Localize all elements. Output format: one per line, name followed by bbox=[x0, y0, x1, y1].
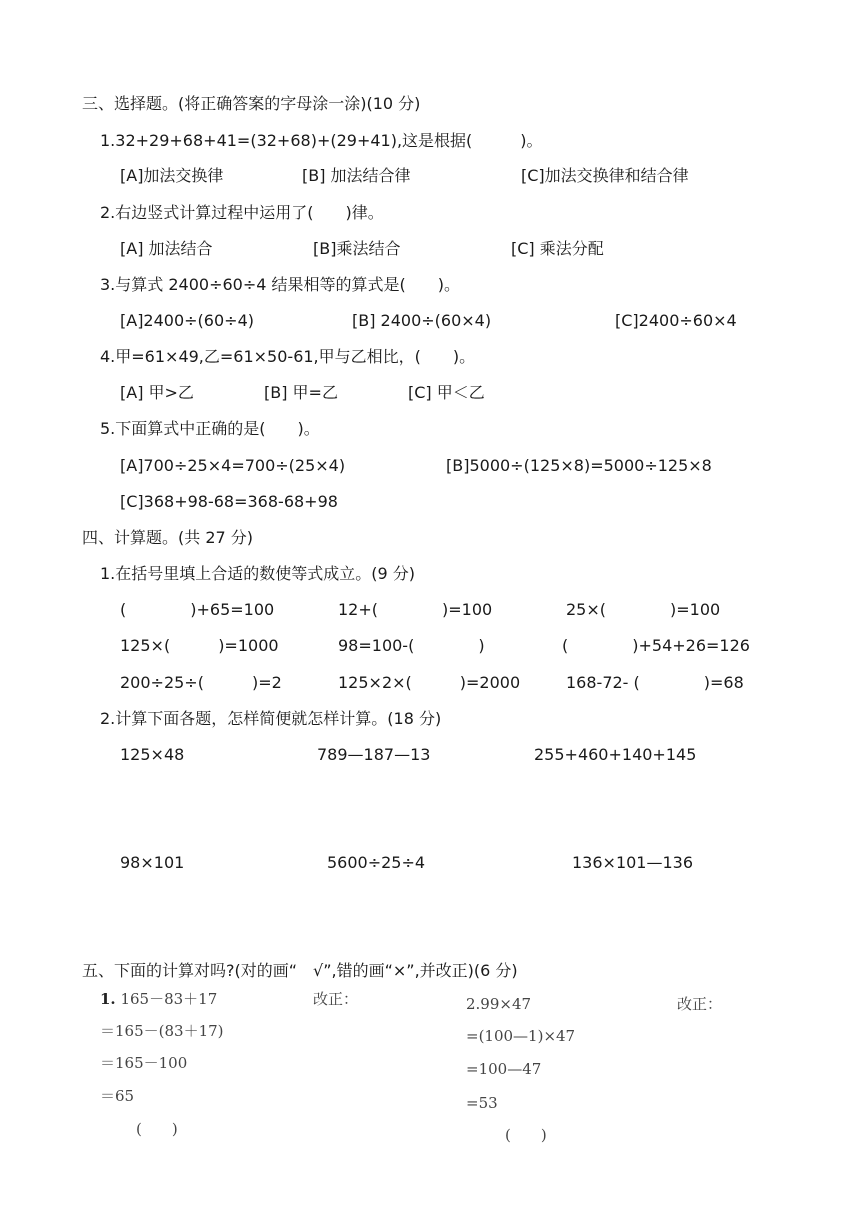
question-2-option-a[interactable]: [A] 加法结合 bbox=[120, 239, 213, 258]
question-3-option-b[interactable]: [B] 2400÷(60×4) bbox=[352, 311, 492, 330]
question-4-option-b[interactable]: [B] 甲=乙 bbox=[264, 383, 338, 402]
right-calc-line-4: =53 bbox=[466, 1094, 498, 1112]
left-calc-line-1 bbox=[100, 992, 217, 1007]
section-3-title: 三、选择题。(将正确答案的字母涂一涂)(10 分) bbox=[82, 94, 421, 113]
question-2-stem: 2.右边竖式计算过程中运用了( )律。 bbox=[100, 203, 384, 222]
part-2-stem: 2.计算下面各题，怎样简便就怎样计算。(18 分) bbox=[100, 709, 442, 728]
question-3-stem: 3.与算式 2400÷60÷4 结果相等的算式是( )。 bbox=[100, 275, 460, 294]
left-calc-line-4: ＝65 bbox=[100, 1087, 135, 1105]
question-4-option-c[interactable]: [C] 甲＜乙 bbox=[408, 383, 485, 402]
fill-blank-item[interactable]: ( )+65=100 bbox=[120, 600, 275, 619]
left-calc-line-3: ＝165－100 bbox=[100, 1054, 188, 1072]
fill-blank-item[interactable]: ( )+54+26=126 bbox=[562, 636, 750, 655]
question-1-option-a[interactable]: [A]加法交换律 bbox=[120, 166, 224, 185]
right-calc-line-1: 2.99×47 bbox=[466, 995, 532, 1013]
left-correction-label: 改正： bbox=[313, 990, 359, 1008]
right-answer-parentheses[interactable]: ( ) bbox=[505, 1126, 547, 1144]
fill-blank-item[interactable]: 12+( )=100 bbox=[338, 600, 493, 619]
calc-item: 125×48 bbox=[120, 745, 185, 764]
calc-item: 98×101 bbox=[120, 853, 185, 872]
right-correction-label: 改正： bbox=[677, 995, 723, 1013]
fill-blank-item[interactable]: 25×( )=100 bbox=[566, 600, 721, 619]
question-5-stem: 5.下面算式中正确的是( )。 bbox=[100, 419, 320, 438]
section-5-title: 五、下面的计算对吗?(对的画“ √”,错的画“×”,并改正)(6 分) bbox=[82, 961, 518, 980]
question-5-option-c[interactable]: [C]368+98-68=368-68+98 bbox=[120, 492, 338, 511]
calc-item: 789—187—13 bbox=[317, 745, 431, 764]
left-calc-line-2: ＝165－(83＋17) bbox=[100, 1022, 224, 1040]
fill-blank-item[interactable]: 98=100-( ) bbox=[338, 636, 485, 655]
fill-blank-item[interactable]: 200÷25÷( )=2 bbox=[120, 673, 282, 692]
question-2-option-b[interactable]: [B]乘法结合 bbox=[313, 239, 401, 258]
fill-blank-item[interactable]: 125×( )=1000 bbox=[120, 636, 279, 655]
fill-blank-item[interactable]: 168-72- ( )=68 bbox=[566, 673, 744, 692]
calc-item: 136×101—136 bbox=[572, 853, 694, 872]
question-4-stem: 4.甲=61×49,乙=61×50-61,甲与乙相比，( )。 bbox=[100, 347, 476, 366]
question-3-option-a[interactable]: [A]2400÷(60÷4) bbox=[120, 311, 254, 330]
right-calc-line-3: =100—47 bbox=[466, 1060, 542, 1078]
left-answer-parentheses[interactable]: ( ) bbox=[136, 1120, 178, 1138]
section-4-title: 四、计算题。(共 27 分) bbox=[82, 528, 254, 547]
left-calc-number: 1. bbox=[100, 990, 116, 1008]
part-1-stem: 1.在括号里填上合适的数使等式成立。(9 分) bbox=[100, 564, 416, 583]
question-2-option-c[interactable]: [C] 乘法分配 bbox=[511, 239, 604, 258]
calc-item: 255+460+140+145 bbox=[534, 745, 697, 764]
left-calc-line-1-text: 165－83＋17 bbox=[120, 990, 218, 1008]
calc-item: 5600÷25÷4 bbox=[327, 853, 426, 872]
question-1-option-b[interactable]: [B] 加法结合律 bbox=[302, 166, 411, 185]
question-3-option-c[interactable]: [C]2400÷60×4 bbox=[615, 311, 737, 330]
fill-blank-item[interactable]: 125×2×( )=2000 bbox=[338, 673, 521, 692]
question-5-option-a[interactable]: [A]700÷25×4=700÷(25×4) bbox=[120, 456, 346, 475]
question-4-option-a[interactable]: [A] 甲>乙 bbox=[120, 383, 194, 402]
question-1-option-c[interactable]: [C]加法交换律和结合律 bbox=[521, 166, 689, 185]
question-1-stem: 1.32+29+68+41=(32+68)+(29+41),这是根据( )。 bbox=[100, 131, 543, 150]
right-calc-line-2: =(100—1)×47 bbox=[466, 1027, 576, 1045]
question-5-option-b[interactable]: [B]5000÷(125×8)=5000÷125×8 bbox=[446, 456, 712, 475]
